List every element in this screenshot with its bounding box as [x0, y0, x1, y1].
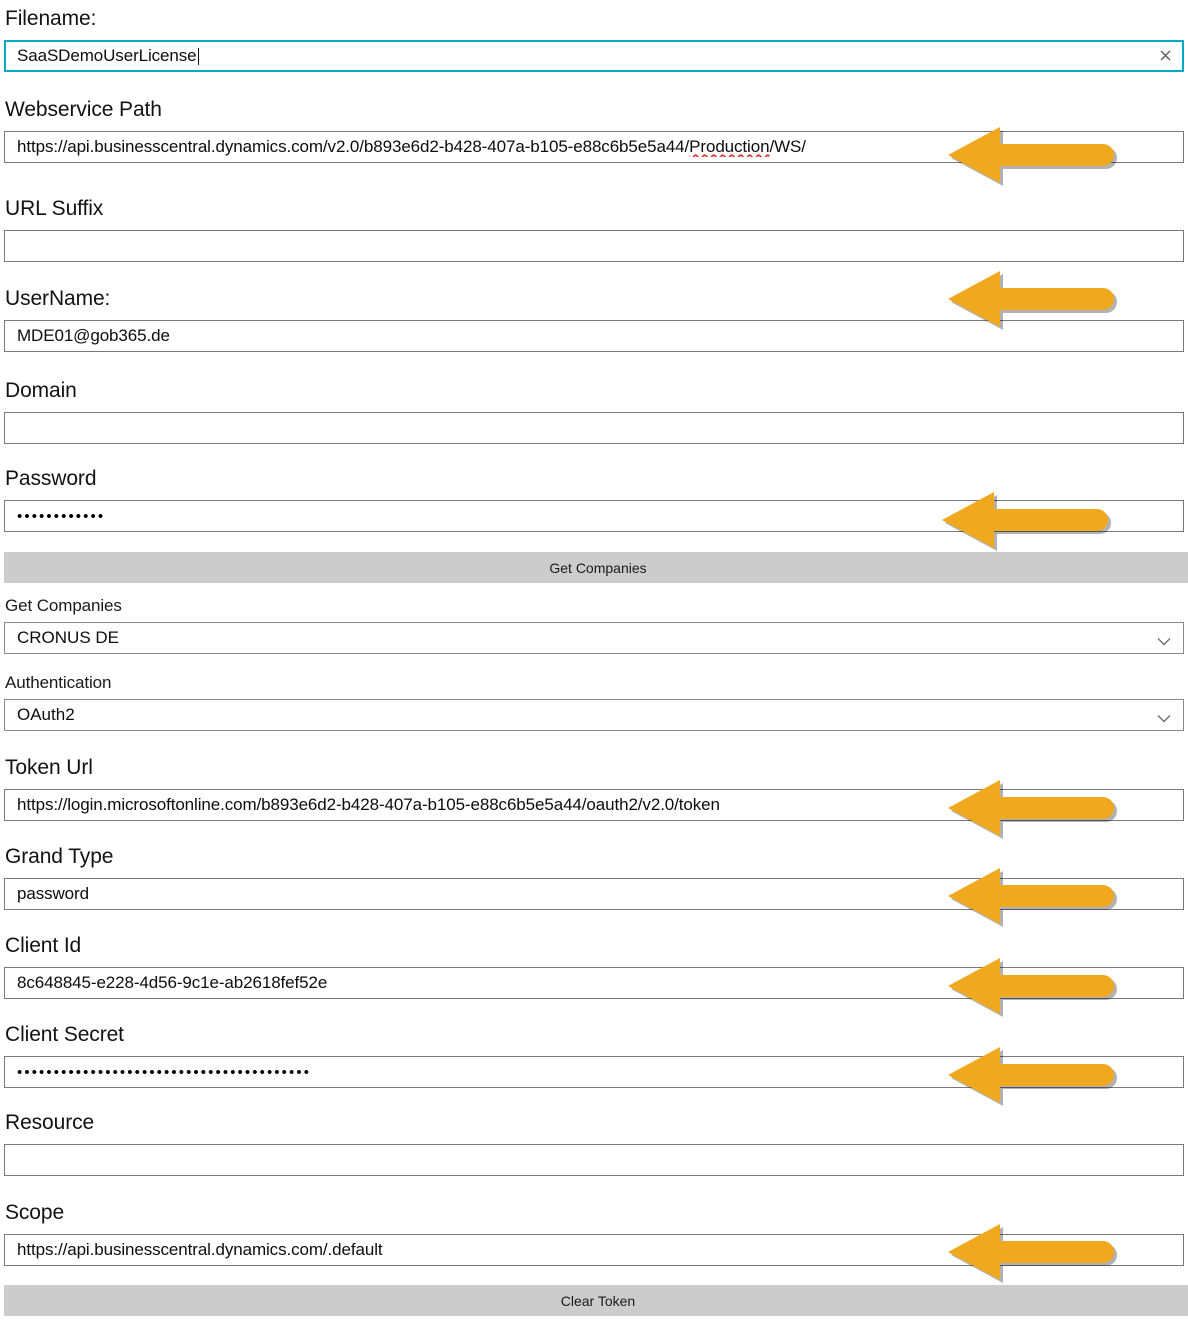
filename-input[interactable]	[4, 40, 1184, 72]
get-companies-button[interactable]	[4, 552, 1188, 583]
username-label: UserName:	[5, 287, 111, 310]
username-value: MDE01@gob365.de	[17, 326, 170, 345]
client-secret-label: Client Secret	[5, 1023, 124, 1046]
scope-label: Scope	[5, 1201, 65, 1224]
grand-type-input[interactable]	[4, 878, 1184, 910]
token-url-label: Token Url	[5, 756, 93, 779]
authentication-select[interactable]	[4, 699, 1184, 731]
grand-type-label: Grand Type	[5, 845, 114, 868]
webservice-path-label: Webservice Path	[5, 98, 162, 121]
password-value: ••••••••••••	[17, 507, 106, 525]
webservice-path-value: https://api.businesscentral.dynamics.com/v2.0/b893e6d2-b428-407a-b105-e88c6b5e5a44/Production/WS/	[17, 137, 806, 156]
domain-label: Domain	[5, 379, 77, 402]
field-group-client-secret	[0, 1024, 1188, 1088]
get-companies-button-label: Get Companies	[549, 559, 647, 576]
close-x-icon[interactable]	[1157, 48, 1173, 64]
client-secret-input[interactable]	[4, 1056, 1184, 1088]
token-url-input[interactable]	[4, 789, 1184, 821]
get-companies-select[interactable]	[4, 622, 1184, 654]
grand-type-value: password	[17, 884, 89, 903]
get-companies-value: CRONUS DE	[17, 628, 120, 647]
token-url-value: https://login.microsoftonline.com/b893e6d2-b428-407a-b105-e88c6b5e5a44/oauth2/v2.0/token	[17, 795, 720, 814]
resource-input[interactable]	[4, 1144, 1184, 1176]
client-id-value: 8c648845-e228-4d56-9c1e-ab2618fef52e	[17, 973, 328, 992]
client-id-label: Client Id	[5, 934, 82, 957]
domain-input[interactable]	[4, 412, 1184, 444]
filename-label: Filename:	[5, 7, 97, 30]
url-suffix-label: URL Suffix	[5, 197, 104, 220]
get-companies-combo-label: Get Companies	[5, 596, 122, 615]
clear-token-button[interactable]	[4, 1285, 1188, 1316]
field-group-resource	[0, 1112, 1188, 1176]
field-group-filename	[0, 8, 1188, 72]
chevron-down-icon[interactable]	[1157, 711, 1171, 720]
url-suffix-input[interactable]	[4, 230, 1184, 262]
field-group-username	[0, 288, 1188, 352]
field-group-authentication	[0, 674, 1188, 731]
client-id-input[interactable]	[4, 967, 1184, 999]
field-group-scope	[0, 1202, 1188, 1266]
field-group-client-id	[0, 935, 1188, 999]
authentication-value: OAuth2	[17, 705, 75, 724]
password-label: Password	[5, 467, 97, 490]
webservice-path-input[interactable]	[4, 131, 1184, 163]
field-group-domain	[0, 380, 1188, 444]
client-secret-value: ••••••••••••••••••••••••••••••••••••••••	[17, 1063, 312, 1081]
field-group-url-suffix	[0, 198, 1188, 262]
field-group-get-companies-combo	[0, 597, 1188, 654]
field-group-grand-type	[0, 846, 1188, 910]
field-group-token-url	[0, 757, 1188, 821]
scope-input[interactable]	[4, 1234, 1184, 1266]
clear-token-button-label: Clear Token	[560, 1292, 636, 1309]
authentication-label: Authentication	[5, 673, 112, 692]
text-caret	[198, 48, 199, 65]
scope-value: https://api.businesscentral.dynamics.com/.default	[17, 1240, 383, 1259]
field-group-password	[0, 468, 1188, 532]
filename-value: SaaSDemoUserLicense	[17, 46, 197, 65]
chevron-down-icon[interactable]	[1157, 634, 1171, 643]
field-group-webservice-path	[0, 99, 1188, 163]
password-input[interactable]	[4, 500, 1184, 532]
username-input[interactable]	[4, 320, 1184, 352]
resource-label: Resource	[5, 1111, 95, 1134]
